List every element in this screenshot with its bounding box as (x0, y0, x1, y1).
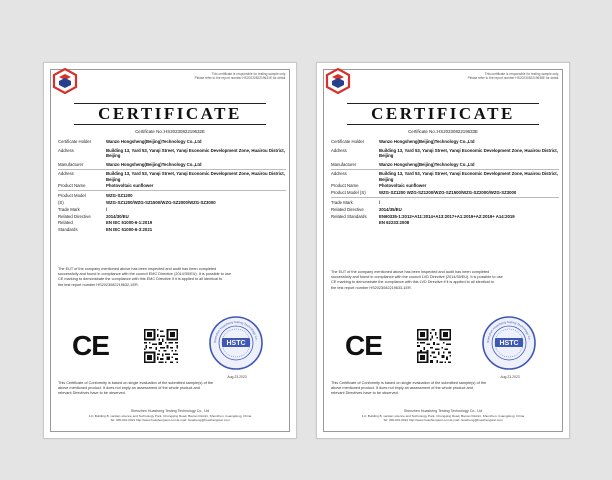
paragraph-line: The EUT of the company mentioned above has been inspected and audit has been completed (331, 270, 490, 274)
field-value: Building 13, Yard 53, Yanqi Street, Yanqi Economic Development Zone, Huairou District, Beijing (106, 171, 285, 182)
field-row (58, 162, 286, 167)
field-label: Certificate Holder (58, 139, 92, 144)
divider (331, 197, 559, 198)
field-row (331, 220, 559, 225)
stamp-ring-text: Shenzhen Huasheng Testing Technology Co., (485, 319, 532, 344)
field-label: Manufacturer (58, 161, 84, 167)
field-label: Address (331, 171, 347, 177)
compliance-paragraph (331, 270, 557, 291)
field-row (58, 139, 286, 144)
field-label: Address (58, 147, 74, 153)
ce-mark: CE (345, 330, 382, 361)
title-bar (347, 103, 539, 125)
stamp-date: Aug.23.2023 (500, 375, 520, 379)
field-row (331, 183, 559, 188)
footer-company: Shenzhen Huasheng Testing Technology Co., Ltd (130, 409, 210, 413)
certificate-number: Certificate No.:HS2023082219633E (408, 129, 478, 134)
footer (327, 409, 559, 423)
field-row (58, 214, 286, 219)
footer (54, 409, 286, 423)
field-label: Trade Mark (331, 199, 353, 205)
disclaimer-line: Please refer to the report number HS2023082219631E for detail. (194, 76, 286, 81)
stamp-text: HSTC (499, 340, 519, 348)
paragraph-line: relevant Directives have to be observed. (331, 391, 399, 396)
certificate-title: CERTIFICATE (371, 104, 515, 123)
disclaimer (146, 72, 286, 80)
field-value: Wanzo Hongsheng(Beijing)Technology Co.,Ltd (106, 139, 202, 144)
field-label: Manufacturer (331, 161, 357, 167)
field-row (331, 148, 559, 159)
paragraph-line: the test report number HS2023082219632-1ER. (58, 282, 139, 287)
field-label: Related Standards (331, 213, 367, 219)
field-value: Photovoltaic sunflower (106, 183, 154, 189)
qr-code-icon (144, 329, 178, 363)
field-label: Product Name (331, 183, 359, 189)
disclaimer-line: This certificate is responsible for testing sample only. (211, 72, 286, 76)
paragraph-line: above mentioned product. It does not imply an assessment of the whole product and (58, 386, 200, 391)
certificate-lvd (316, 62, 570, 439)
field-value: / (379, 199, 381, 205)
field-label: Related Directive (331, 206, 364, 212)
field-row (58, 183, 286, 188)
field-label (331, 220, 379, 225)
field-row (331, 162, 559, 167)
field-value: Building 13, Yard 53, Yanqi Street, Yanqi Economic Development Zone, Huairou District, Beijing (106, 147, 285, 159)
hstc-logo-icon (325, 68, 351, 94)
field-value: Building 13, Yard 53, Yanqi Street, Yanqi Economic Development Zone, Huairou District, Beijing (379, 147, 558, 159)
paragraph-line: This Certificate of Conformity is based on single evaluation of the submitted sample(s) of the (58, 381, 214, 385)
paragraph-line: above mentioned product. It does not imply an assessment of the whole product and (331, 386, 473, 391)
field-value: WZG-SZ1200 WZG-SZ1200/WZG-SZ1500/WZG-SZ2000/WZG-SZ3000 (379, 190, 517, 196)
field-row (331, 171, 559, 182)
stamp-ring-text: Shenzhen Huasheng Testing Technology Co., (212, 319, 259, 344)
field-row (58, 207, 286, 212)
stamp-date: Aug.23.2023 (227, 375, 247, 379)
paragraph-line: relevant Directives have to be observed. (58, 391, 126, 396)
field-label: Related (58, 220, 73, 226)
field-label: Product Name (58, 183, 86, 189)
field-row (331, 139, 559, 144)
field-label: Related Directive (58, 213, 91, 219)
field-row (331, 207, 559, 212)
ce-mark: CE (72, 330, 109, 361)
paragraph-line: This Certificate of Conformity is based on single evaluation of the submitted sample(s) of the (331, 381, 487, 385)
field-row (331, 190, 559, 195)
field-value: EN 62233:2008 (379, 220, 410, 226)
field-value: Wanzo Hongsheng(Beijing)Technology Co.,Ltd (379, 139, 475, 144)
disclaimer (419, 72, 559, 80)
field-value: Wanzo Hongsheng(Beijing)Technology Co.,Ltd (106, 161, 202, 167)
footer-contacts: Tel: 400-001-0021 http://www.huashengtest.com E-mail: huasheng@huashengtest.com (383, 418, 503, 423)
field-value: EN60335-1:2012+A11:2014+A13:2017+A1:2019+A2:2019+ A14:2019 (379, 213, 515, 219)
footer-address: 1-F, Building B, xantian science and Technology Park, Chongqing Road, Bao'an District, Shenzhen, Guangdong, China (361, 414, 525, 418)
field-label: Product Model (58, 192, 86, 198)
field-value: EN IEC 61000-6-1:2019 (106, 220, 153, 226)
paragraph-line: the test report number HS2023082219633-1ER. (331, 285, 412, 290)
field-value: Wanzo Hongsheng(Beijing)Technology Co.,Ltd (379, 161, 475, 167)
field-value: EN IEC 61000-6-3:2021 (106, 227, 153, 233)
field-row (58, 148, 286, 159)
qr-code-icon (417, 329, 451, 363)
fields-table (58, 139, 286, 234)
paragraph-line: CE marking to demonstrate the compliance with this EMC Directive if it is applied to all identical to (58, 277, 223, 282)
stamp-text: HSTC (226, 340, 246, 348)
field-value: WZG-SZ1200 (106, 192, 133, 198)
certificate-number: Certificate No.:HS2023082219632E (135, 129, 205, 134)
field-value: WZG-SZ1200/WZG-SZ1500/WZG-SZ2000/WZG-SZ3000 (106, 199, 216, 205)
paragraph-line: The EUT of the company mentioned above has been inspected and audit has been completed (58, 267, 217, 271)
hstc-logo-icon (52, 68, 78, 94)
divider (58, 190, 286, 191)
hstc-stamp-icon (481, 315, 537, 371)
field-label: Trade Mark (58, 206, 80, 212)
paragraph-line: CE marking to demonstrate the compliance with this LVD Directive if it is applied to all identical to (331, 280, 494, 285)
field-row (331, 214, 559, 219)
certificate-title: CERTIFICATE (98, 104, 242, 123)
paragraph-line: successfully and found in compliance with the council LVD Directive (2014/35/EU). It is possible to use (331, 275, 503, 280)
footer-contacts: Tel: 400-001-0021 http://www.huashengtest.com E-mail: huasheng@huashengtest.com (110, 418, 230, 423)
disclaimer-line: Please refer to the report number HS2023082219638E for detail. (467, 76, 559, 81)
field-row (58, 200, 286, 205)
field-row (58, 193, 286, 198)
field-label: Certificate Holder (331, 139, 365, 144)
field-value: Photovoltaic sunflower (379, 183, 427, 189)
field-row (331, 200, 559, 205)
footer-address: 1-F, Building B, xantian science and Technology Park, Chongqing Road, Bao'an District, Shenzhen, Guangdong, China (88, 414, 252, 418)
field-label: Address (58, 171, 74, 177)
certificate-emc (43, 62, 297, 439)
field-value: Building 13, Yard 53, Yanqi Street, Yanqi Economic Development Zone, Huairou District, Beijing (379, 171, 558, 182)
field-label: Product Model (S) (331, 190, 366, 196)
disclaimer-line: This certificate is responsible for testing sample only. (484, 72, 559, 76)
divider (331, 169, 559, 170)
paragraph-line: successfully and found in compliance with the council EMC Directive (2014/30/EU). It is possible to use (58, 272, 232, 277)
fields-table (331, 139, 559, 227)
field-label: Standards (58, 227, 78, 233)
hstc-stamp-icon (208, 315, 264, 371)
closing-paragraph (331, 381, 557, 397)
field-label: Address (331, 147, 347, 153)
title-bar (74, 103, 266, 125)
compliance-paragraph (58, 267, 284, 288)
footer-company: Shenzhen Huasheng Testing Technology Co., Ltd (403, 409, 483, 413)
field-value: 2014/30/EU (106, 213, 129, 219)
field-value: 2014/35/EU (379, 206, 402, 212)
field-label: (S) (58, 199, 64, 205)
field-row (58, 227, 286, 232)
closing-paragraph (58, 381, 284, 397)
field-row (58, 171, 286, 182)
divider (58, 169, 286, 170)
field-row (58, 220, 286, 225)
field-value: / (106, 206, 108, 212)
